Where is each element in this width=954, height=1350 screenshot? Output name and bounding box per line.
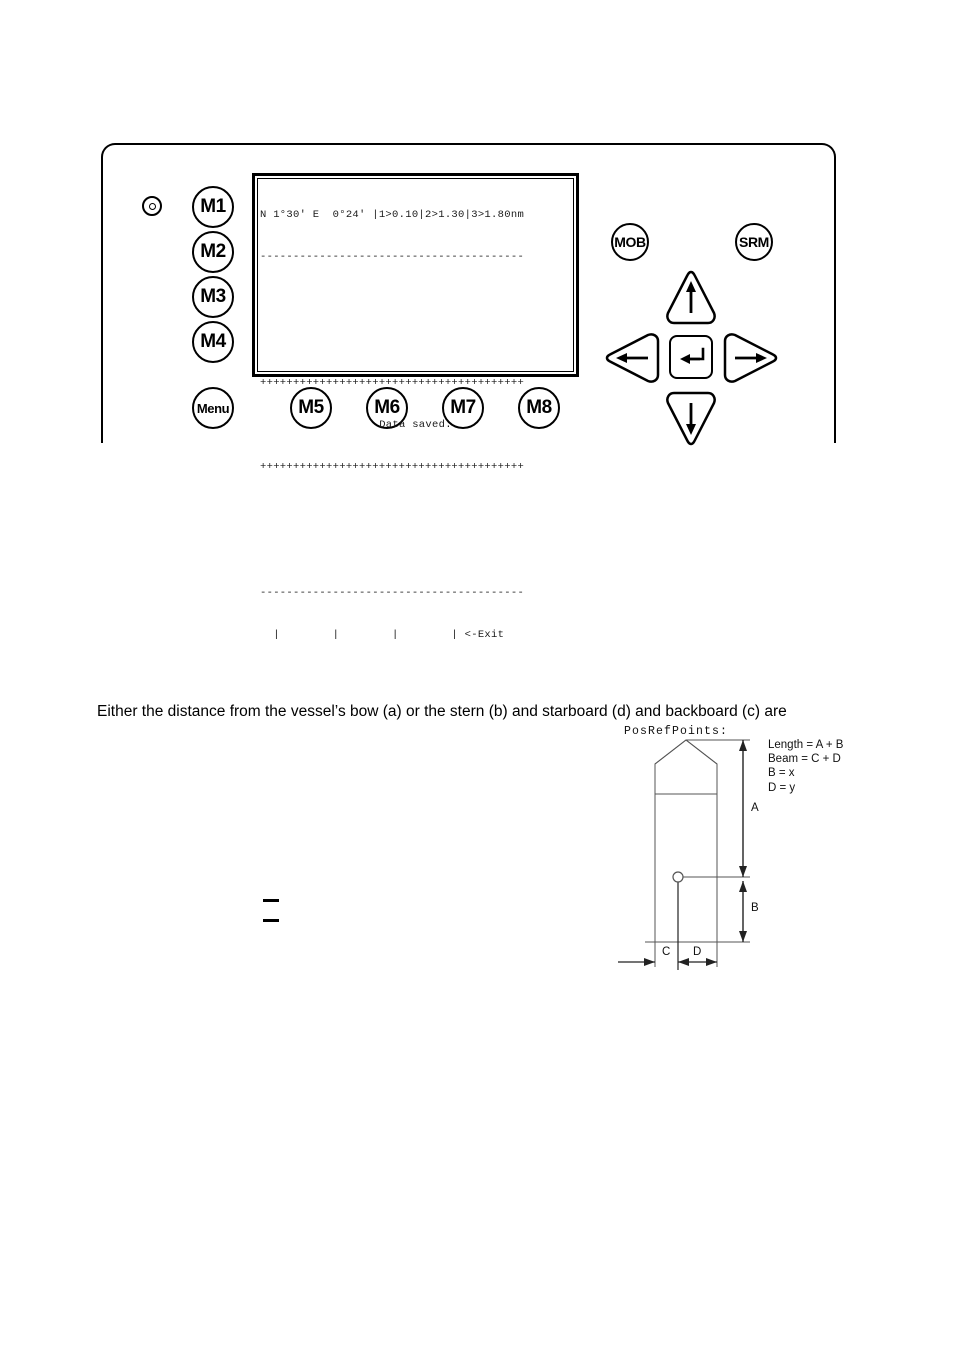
dpad-up-button[interactable] [664,269,718,327]
softkey-m7-label: M7 [450,397,476,418]
lcd-message: Data saved. [379,419,452,431]
softkey-m5-label: M5 [298,397,324,418]
enter-key[interactable] [669,335,713,379]
lcd-softkey-bar: | | | | <-Exit [260,629,505,641]
dimension-label-c: C [662,946,671,958]
down-arrow-icon [664,389,718,447]
dpad-right-button[interactable] [721,331,779,385]
left-arrow-icon [604,331,662,385]
body-paragraph: Either the distance from the vessel’s bow (a) or the stern (b) and starboard (d) and backboard (c) are [97,702,787,720]
stray-dash-upper [263,899,279,902]
dpad-down-button[interactable] [664,389,718,447]
pos-ref-points-figure [600,722,900,972]
dimension-label-d: D [693,946,702,958]
mob-key[interactable] [611,223,649,261]
softkey-m3-label: M3 [200,286,226,307]
lcd-status-line: N 1°30' E 0°24' |1>0.10|2>1.30|3>1.80nm [260,209,525,221]
mob-key-label: MOB [614,234,646,250]
enter-arrow-icon [676,346,706,368]
power-led-icon [142,196,162,216]
lcd-divider-top: ---------------------------------------- [260,251,525,263]
softkey-m2[interactable] [192,231,234,273]
menu-key[interactable] [192,387,234,429]
lcd-plus-rule-bottom: ++++++++++++++++++++++++++++++++++++++++ [260,461,525,473]
softkey-m4-label: M4 [200,331,226,352]
figure-title: PosRefPoints: [624,725,729,738]
up-arrow-icon [664,269,718,327]
vessel-outline-diagram [600,722,900,972]
dpad-left-button[interactable] [604,331,662,385]
lcd-blank-3 [260,502,571,516]
softkey-m1[interactable] [192,186,234,228]
right-arrow-icon [721,331,779,385]
menu-key-label: Menu [196,400,230,416]
stray-dash-lower [263,919,279,922]
lcd-divider-bottom: ---------------------------------------- [260,587,525,599]
lcd-blank-2 [260,334,571,348]
dimension-label-b: B [751,902,759,914]
softkey-m2-label: M2 [200,241,226,262]
softkey-m1-label: M1 [200,196,226,217]
dimension-label-a: A [751,802,759,814]
srm-key[interactable] [735,223,773,261]
lcd-blank-4 [260,544,571,558]
power-led-core [149,203,156,210]
lcd-plus-rule-top: ++++++++++++++++++++++++++++++++++++++++ [260,377,525,389]
lcd-blank-1 [260,292,571,306]
softkey-m6-label: M6 [374,397,400,418]
figure-legend: Length = A + B Beam = C + D B = x D = y [768,739,844,794]
softkey-m3[interactable] [192,276,234,318]
softkey-m8-label: M8 [526,397,552,418]
softkey-m4[interactable] [192,321,234,363]
srm-key-label: SRM [739,234,769,250]
